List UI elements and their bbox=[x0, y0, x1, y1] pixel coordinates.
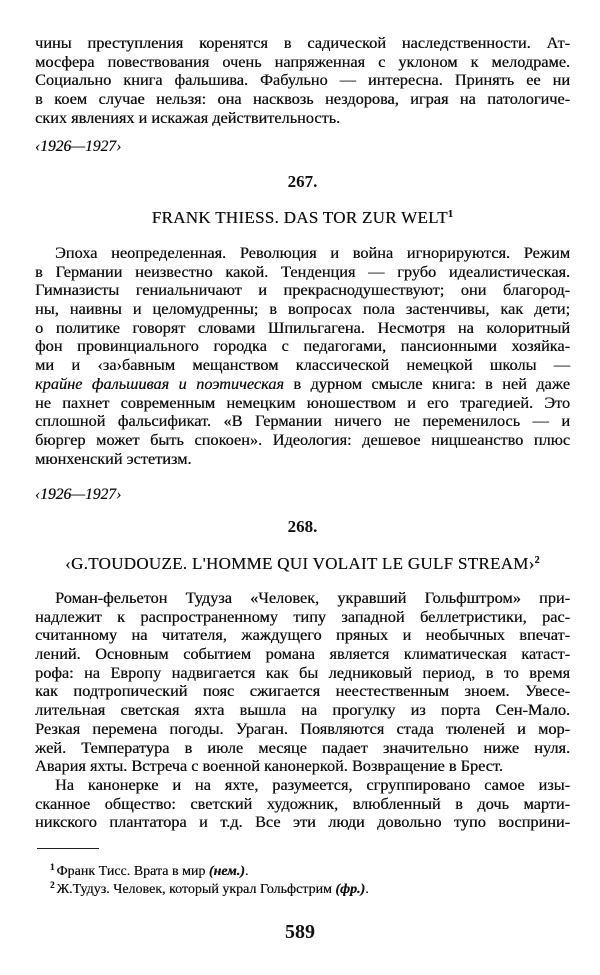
entry-title-text: ‹G.TOUDOUZE. L'HOMME QUI VOLAIT LE GULF STREAM› bbox=[65, 554, 535, 573]
text-line: рофа: на Европу надвигается как бы ледниковый период, в то время bbox=[35, 662, 570, 682]
text-line: считанному на читателя, жаждущего пряных и необычных впечат- bbox=[35, 625, 570, 645]
text-line: Роман-фельетон Тудуза «Человек, укравший Гольфштром» при- bbox=[55, 588, 570, 607]
text-line: жей. Температура в июле месяце падает значительно ниже нуля. bbox=[35, 737, 570, 757]
text-line: как подтропический пояс сжигается неестественным зноем. Увесе- bbox=[35, 681, 570, 701]
entry-title bbox=[35, 205, 570, 228]
text-line: лительная светская яхта вышла на прогулку из порта Сен-Мало. bbox=[35, 700, 570, 720]
page-number: 589 bbox=[285, 921, 315, 943]
text-line: Социально книга фальшива. Фабульно — интересна. Принять ее ни bbox=[35, 70, 570, 90]
footnote-language-note: (фр.) bbox=[335, 882, 366, 897]
text-line: ских явлениях и искажая действительность. bbox=[35, 107, 341, 127]
text-line: Гимназисты гениальничают и прекраснодушествуют; они благород- bbox=[35, 280, 570, 300]
italic-emphasis: крайне фальшивая и поэтическая bbox=[35, 373, 284, 393]
text-line: Резкая перемена погоды. Ураган. Появляются стада тюленей и мор- bbox=[35, 718, 570, 738]
footnote-end: . bbox=[365, 882, 369, 897]
entry-date: ‹1926—1927› bbox=[35, 486, 122, 503]
text-line: никского плантатора и т.д. Все эти люди довольно тупо восприни- bbox=[35, 812, 570, 832]
text-line: мюнхенский эстетизм. bbox=[35, 448, 192, 468]
text-line: сплошной фальсификат. «В Германии ничего не переменилось — и bbox=[35, 411, 570, 431]
footnote-text: Ж.Тудуз. Человек, который украл Гольфстрим bbox=[56, 882, 336, 897]
text-line: лений. Основным событием романа является климатическая катаст- bbox=[35, 644, 570, 664]
text-line: ми и ‹за›бавным мещанством классической немецкой школы — bbox=[35, 355, 570, 375]
text-line: ны, наивны и целомудренны; в вопросах пола застенчивы, как дети; bbox=[35, 299, 570, 319]
text-line: Авария яхты. Встреча с военной канонеркой. Возвращение в Брест. bbox=[35, 756, 503, 776]
footnote bbox=[50, 876, 369, 899]
text-line: о политике говорят словами Шпильгагена. Несмотря на колоритный bbox=[35, 317, 570, 337]
footnote-language-note: (нем.) bbox=[208, 864, 245, 879]
entry-date: ‹1926—1927› bbox=[35, 138, 122, 155]
text-line: мосфера повествования очень напряженная с уклоном к мелодраме. bbox=[35, 51, 570, 71]
paragraph-review-267 bbox=[35, 244, 570, 468]
paragraph-review-268 bbox=[35, 589, 570, 832]
footnote-mark: 1 bbox=[50, 862, 55, 872]
footnote-divider bbox=[37, 848, 99, 849]
text-line: в коем случае нельзя: она насквозь нездорова, играя на патологиче- bbox=[35, 89, 570, 109]
footnote-end: . bbox=[244, 864, 249, 879]
text-line: бюргер может быть спокоен». Идеология: дешевое ницшеанство плюс bbox=[35, 429, 570, 449]
text-segment: в дурном смысле книга: в ней даже bbox=[283, 373, 570, 393]
text-line: надлежит к распространенному типу западной беллетристики, рас- bbox=[35, 606, 570, 626]
paragraph-continued bbox=[35, 34, 570, 127]
entry-title-text: FRANK THIESS. DAS TOR ZUR WELT bbox=[151, 208, 448, 227]
entry-title bbox=[35, 551, 570, 574]
entry-number: 267. bbox=[287, 172, 318, 191]
text-line bbox=[35, 375, 570, 394]
footnote-ref: 1 bbox=[447, 209, 454, 220]
footnote-mark: 2 bbox=[50, 880, 55, 890]
text-line: Эпоха неопределенная. Революция и война игнорируются. Режим bbox=[55, 243, 570, 262]
text-line: На канонерке и на яхте, разумеется, сгруппировано самое изы- bbox=[55, 774, 570, 794]
entry-number: 268. bbox=[287, 517, 318, 536]
text-line: сканное общество: светский художник, влюбленный в дочь марти- bbox=[35, 793, 570, 813]
text-line: в Германии неизвестно какой. Тенденция — грубо идеалистическая. bbox=[35, 261, 570, 281]
text-line: фон провинциального городка с педагогами, пансионными хозяйка- bbox=[35, 336, 570, 356]
footnote-text: Франк Тисс. Врата в мир bbox=[56, 864, 209, 879]
footnote-ref: 2 bbox=[534, 555, 540, 566]
text-line: чины преступления коренятся в садической наследственности. Ат- bbox=[35, 33, 570, 52]
text-line: не пахнет современным немецким юношеством и его трагедией. Это bbox=[35, 392, 570, 412]
